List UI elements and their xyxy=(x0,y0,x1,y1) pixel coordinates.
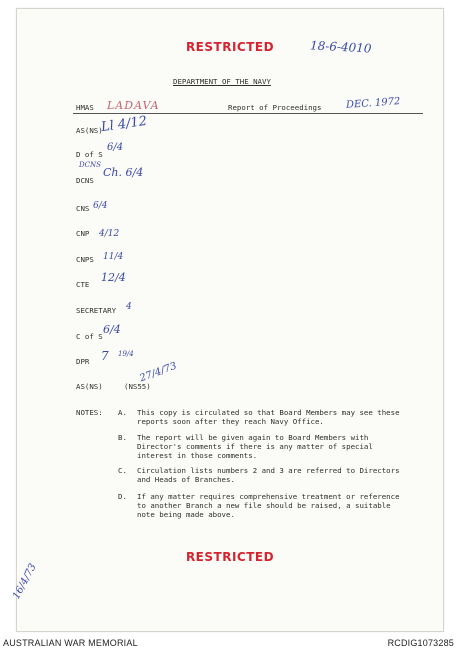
initials-cte: 12/4 xyxy=(101,271,126,284)
initials-cnp: 4/12 xyxy=(99,229,120,239)
routing-secretary: SECRETARY xyxy=(76,306,117,315)
initials-dpr-date: 19/4 xyxy=(118,350,134,358)
initials-cnps: 11/4 xyxy=(103,252,124,262)
handwritten-report-date: DEC. 1972 xyxy=(345,96,401,111)
initials-dcns-prefix: DCNS xyxy=(79,161,101,169)
note-a-text: This copy is circulated so that Board Members may see these reports soon after they reach Navy Office. xyxy=(137,408,400,426)
header-rule xyxy=(73,113,423,114)
note-a-letter: A. xyxy=(118,408,127,417)
note-c-text: Circulation lists numbers 2 and 3 are referred to Directors and Heads of Branches. xyxy=(137,466,400,484)
restricted-stamp-top: RESTRICTED xyxy=(185,40,275,54)
routing-cnp: CNP xyxy=(76,229,90,238)
report-title: Report of Proceedings xyxy=(228,103,322,112)
routing-asns: AS(NS) xyxy=(76,126,103,135)
initials-d-of-s: 6/4 xyxy=(107,142,124,153)
routing-cnps: CNPS xyxy=(76,255,94,264)
routing-cns: CNS xyxy=(76,204,90,213)
initials-c-of-s: 6/4 xyxy=(103,323,121,336)
initials-dcns: Ch. 6/4 xyxy=(103,166,144,179)
initials-asns: Ll 4/12 xyxy=(100,113,148,136)
routing-dpr: DPR xyxy=(76,357,90,366)
routing-c-of-s: C of S xyxy=(76,332,103,341)
restricted-stamp-bottom: RESTRICTED xyxy=(185,550,275,564)
notes-label: NOTES: xyxy=(76,408,103,417)
note-b-letter: B. xyxy=(118,433,127,442)
routing-d-of-s: D of S xyxy=(76,150,103,159)
note-d-letter: D. xyxy=(118,492,127,501)
initials-dpr: 7 xyxy=(101,349,109,363)
routing-asns-2: AS(NS) xyxy=(76,382,103,391)
routing-cte: CTE xyxy=(76,280,90,289)
note-d-text: If any matter requires comprehensive treatment or reference to another Branch a new file should be raised, a suitable note being made above. xyxy=(137,492,400,519)
footer-archive-name: AUSTRALIAN WAR MEMORIAL xyxy=(3,638,138,648)
initials-asns-2: 27/4/73 xyxy=(138,360,179,385)
note-c-letter: C. xyxy=(118,466,127,475)
handwritten-bottom-left-date: 16/4/73 xyxy=(11,561,39,602)
routing-dcns: DCNS xyxy=(76,176,94,185)
initials-secretary: 4 xyxy=(126,302,132,312)
document-page xyxy=(11,8,444,632)
handwritten-date-top: 18-6-4010 xyxy=(309,38,372,56)
department-heading: DEPARTMENT OF THE NAVY xyxy=(173,77,271,86)
handwritten-ship-name: LADAVA xyxy=(107,99,160,112)
ship-prefix: HMAS xyxy=(76,103,94,112)
initials-cns: 6/4 xyxy=(93,201,108,211)
routing-extra: (NS55) xyxy=(124,382,151,391)
note-b-text: The report will be given again to Board Members with Director's comments if there is any matter of special interest in those comments. xyxy=(137,433,373,460)
footer-record-id: RCDIG1073285 xyxy=(387,638,454,648)
